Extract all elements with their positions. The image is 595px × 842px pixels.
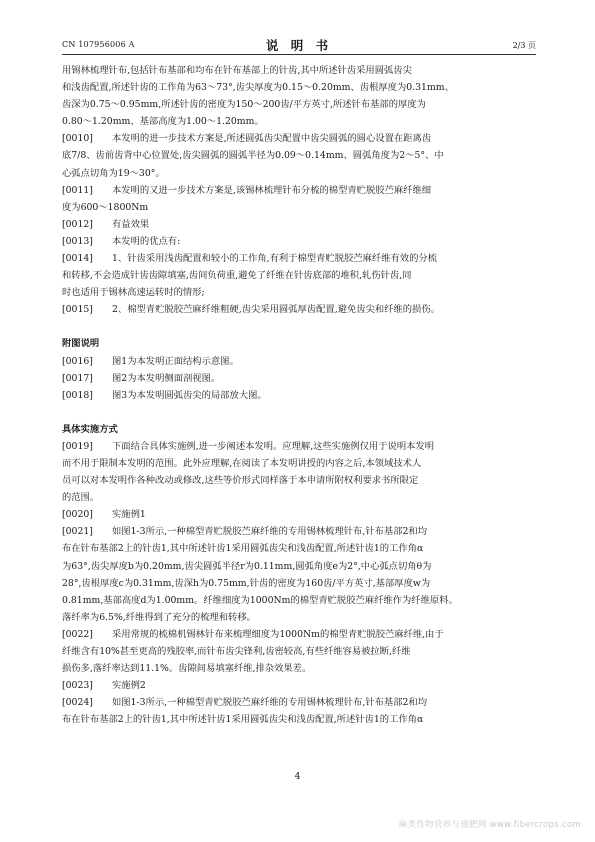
line-text: 实施例1: [112, 509, 146, 521]
text-line: [62, 96, 538, 113]
line-text: 而不用于限制本发明的范围。此外应理解,在阅读了本发明讲授的内容之后,本领域技术人: [62, 457, 422, 469]
text-line: [62, 165, 538, 182]
text-line: [62, 370, 538, 387]
text-line: [62, 182, 538, 199]
text-line: [62, 711, 538, 728]
page-count: 2/3 页: [512, 41, 536, 50]
line-text: 的范围。: [62, 492, 100, 504]
paragraph-number: [0015]: [62, 304, 93, 316]
line-text: 纤维含有10%甚至更高的残胶率,而针布齿尖锋利,齿密较高,有些纤维容易被拉断,纤维: [62, 646, 411, 657]
line-text: 下面结合具体实施例,进一步阐述本发明。应理解,这些实施例仅用于说明本发明: [112, 440, 435, 452]
line-text: 底7/8、齿前齿背中心位置处,齿尖圆弧的圆弧半径为0.09～0.14mm、圆弧角度为2～5°、中: [62, 150, 444, 162]
line-text: 和浅齿配置,所述针齿的工作角为63～73°,齿尖厚度为0.15～0.20mm、齿根厚度为0.31mm、: [62, 82, 454, 94]
paragraph-number: [0013]: [62, 235, 93, 247]
line-text: 如图1-3所示,一种棉型青贮脱胶苎麻纤维的专用锡林梳理针布,针布基部2和均: [112, 526, 428, 538]
line-text: 落纤率为6.5%,纤维得到了充分的梳理和转移。: [62, 611, 256, 623]
line-text: 本发明的进一步技术方案是,所述圆弧齿尖配置中齿尖圆弧的圆心设置在距离齿: [112, 133, 432, 145]
paragraph-number: [0021]: [62, 526, 93, 538]
text-line: [62, 660, 538, 677]
text-line: [62, 147, 538, 164]
line-text: 度为600～1800Nm: [62, 201, 149, 213]
page-number: 4: [294, 772, 301, 782]
text-line: [62, 489, 538, 506]
paragraph-number: [0011]: [62, 184, 93, 196]
paragraph-number: [0010]: [62, 133, 93, 145]
document-title: 说 明 书: [265, 38, 333, 53]
line-text: 本发明的又进一步技术方案是,该锡林梳理针布分梳的棉型青贮脱胶苎麻纤维细: [112, 184, 432, 196]
text-line: [62, 353, 538, 370]
text-line: [62, 216, 538, 233]
line-text: 图3为本发明圆弧齿尖的局部放大图。: [112, 389, 267, 401]
paragraph-number: [0012]: [62, 218, 93, 230]
text-line: [62, 643, 538, 660]
line-text: 损伤多,落纤率达到11.1%。齿隙间易填塞纤维,排杂效果差。: [62, 663, 312, 675]
text-line: [62, 79, 538, 96]
paragraph-number: [0019]: [62, 440, 93, 452]
text-line: [62, 609, 538, 626]
line-text: 1、针齿采用浅齿配置和较小的工作角,有利于棉型青贮脱胶苎麻纤维有效的分梳: [112, 253, 437, 265]
line-text: 0.81mm,基部高度d为1.00mm。纤维细度为1000Nm的棉型青贮脱胶苎麻纤维作为纤维原料。: [62, 594, 458, 606]
text-line: [62, 130, 538, 147]
line-text: 2、棉型青贮脱胶苎麻纤维粗硬,齿尖采用圆弧厚齿配置,避免齿尖和纤维的损伤。: [112, 304, 440, 316]
line-text: 图1为本发明正面结构示意图。: [112, 355, 239, 367]
line-text: 齿深为0.75～0.95mm,所述针齿的密度为150～200齿/平方英寸,所述针布基部的厚度为: [62, 99, 426, 111]
line-text: 如图1-3所示,一种棉型青贮脱胶苎麻纤维的专用锡林梳理针布,针布基部2和均: [112, 697, 428, 709]
line-text: 时也适用于锡林高速运转时的情形;: [62, 287, 205, 299]
paragraph-number: [0023]: [62, 680, 93, 692]
line-text: 图2为本发明侧面剖视图。: [112, 372, 221, 384]
line-text: 和转移,不会造成针齿齿隙填塞,齿间负荷重,避免了纤维在针齿底部的堆积,轧伤针齿,同: [62, 270, 412, 282]
line-text: 附图说明: [62, 338, 100, 350]
document-body: [62, 62, 538, 728]
text-line: [62, 540, 538, 557]
watermark: 麻类作物营养与施肥网 www.fibercrops.com: [398, 820, 581, 830]
text-line: [62, 199, 538, 216]
line-text: 本发明的优点有:: [112, 235, 181, 247]
text-line: [62, 62, 538, 79]
text-line: [62, 387, 538, 404]
text-line: [62, 284, 538, 301]
line-text: 实施例2: [112, 680, 146, 692]
text-line: [62, 250, 538, 267]
text-line: [62, 592, 538, 609]
text-line: [62, 455, 538, 472]
section-spacer: [62, 404, 538, 421]
text-line: [62, 677, 538, 694]
text-line: [62, 506, 538, 523]
page-header: [62, 36, 536, 55]
line-text: 为63°,齿尖厚度b为0.20mm,齿尖圆弧半径r为0.11mm,圆弧角度e为2°,中心弧点切角θ为: [62, 560, 432, 572]
line-text: 0.80～1.20mm、基部高度为1.00～1.20mm。: [62, 116, 264, 128]
text-line: [62, 472, 538, 489]
text-line: [62, 301, 538, 318]
line-text: 心弧点切角为19～30°。: [62, 167, 165, 179]
line-text: 采用常规的梳棉机锡林针布来梳理细度为1000Nm的棉型青贮脱胶苎麻纤维,由于: [112, 628, 444, 640]
paragraph-number: [0022]: [62, 628, 93, 640]
text-line: [62, 267, 538, 284]
patent-number: CN 107956006 A: [62, 40, 135, 49]
text-line: [62, 575, 538, 592]
text-line: [62, 523, 538, 540]
text-line: [62, 233, 538, 250]
paragraph-number: [0020]: [62, 509, 93, 521]
paragraph-number: [0018]: [62, 389, 93, 401]
text-line: [62, 626, 538, 643]
text-line: [62, 113, 538, 130]
section-heading: [62, 421, 538, 438]
line-text: 有益效果: [112, 218, 150, 230]
text-line: [62, 438, 538, 455]
text-line: [62, 558, 538, 575]
section-heading: [62, 335, 538, 352]
line-text: 布在针布基部2上的针齿1,其中所述针齿1采用圆弧齿尖和浅齿配置,所述针齿1的工作角α: [62, 714, 424, 726]
line-text: 具体实施方式: [62, 423, 118, 435]
line-text: 员可以对本发明作各种改动或修改,这些等价形式同样落于本申请所附权利要求书所限定: [62, 475, 419, 487]
text-line: [62, 694, 538, 711]
section-spacer: [62, 318, 538, 335]
paragraph-number: [0017]: [62, 372, 93, 384]
line-text: 布在针布基部2上的针齿1,其中所述针齿1采用圆弧齿尖和浅齿配置,所述针齿1的工作角α: [62, 543, 424, 555]
line-text: 用锡林梳理针布,包括针布基部和均布在针布基部上的针齿,其中所述针齿采用圆弧齿尖: [62, 65, 412, 76]
paragraph-number: [0014]: [62, 253, 93, 265]
paragraph-number: [0024]: [62, 697, 93, 709]
line-text: 28°,齿根厚度c为0.31mm,齿深h为0.75mm,针齿的密度为160齿/平方英寸,基部厚度w为: [62, 577, 431, 589]
paragraph-number: [0016]: [62, 355, 93, 367]
